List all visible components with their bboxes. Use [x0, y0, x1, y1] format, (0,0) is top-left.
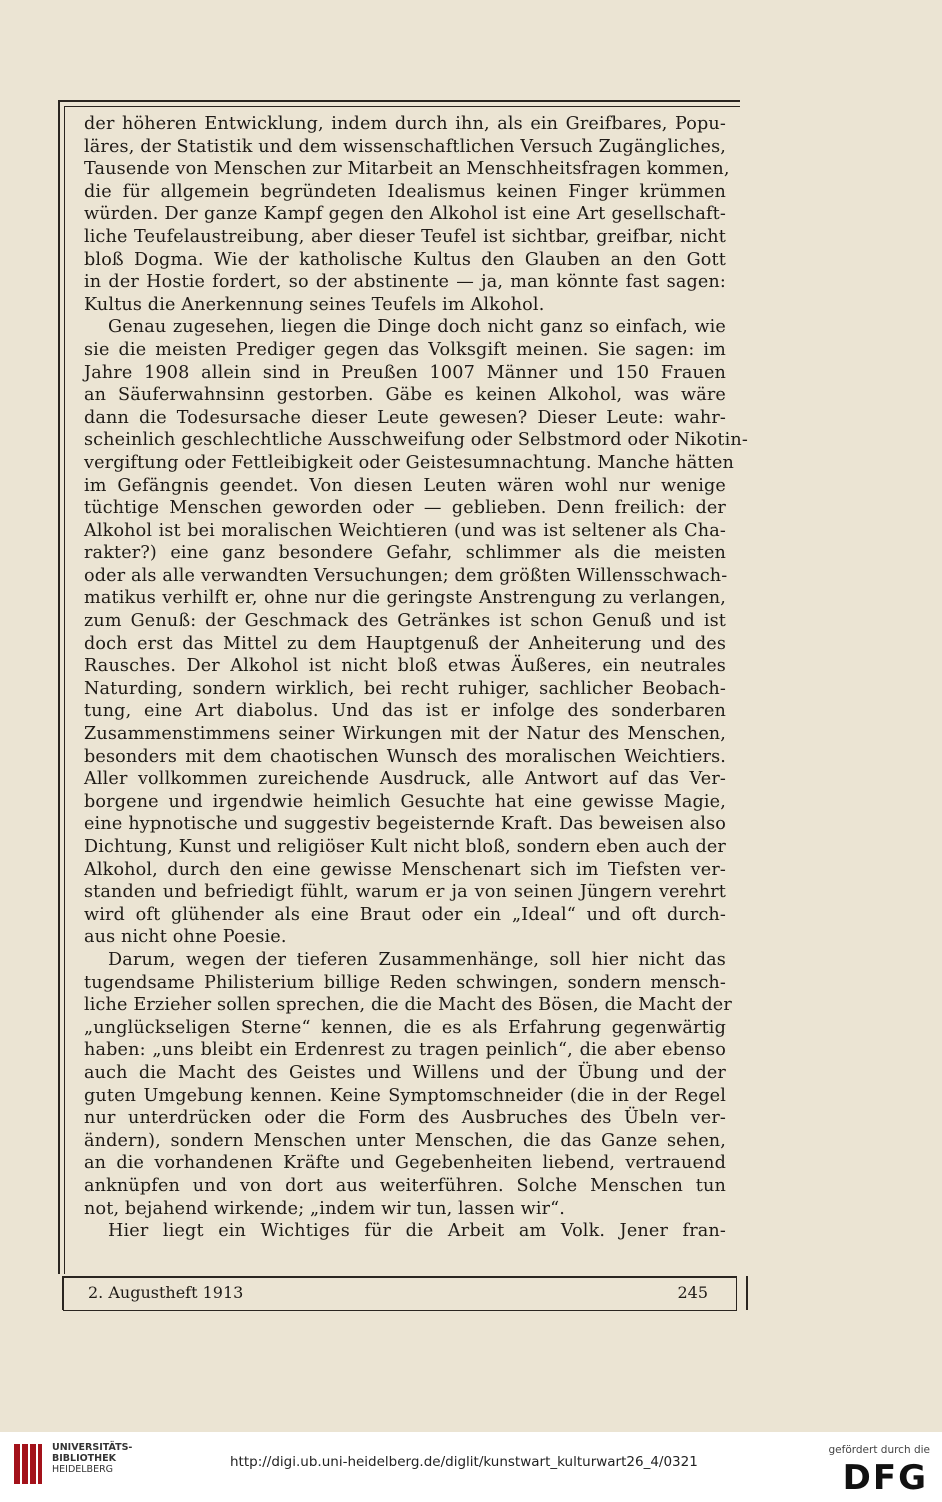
text-line: Rausches. Der Alkohol ist nicht bloß etwas Äußeres, ein neutrales [84, 656, 726, 677]
text-line: würden. Der ganze Kampf gegen den Alkohol ist eine Art gesellschaft- [84, 204, 726, 225]
text-line: Darum, wegen der tieferen Zusammenhänge, soll hier nicht das [108, 949, 726, 970]
text-line: Dichtung, Kunst und religiöser Kult nicht bloß, sondern eben auch der [84, 837, 726, 857]
text-line: Tausende von Menschen zur Mitarbeit an Menschheitsfragen kommen, [84, 159, 730, 180]
text-line: nur unterdrücken oder die Form des Ausbruches des Übeln ver- [84, 1108, 726, 1129]
text-line: Aller vollkommen zureichende Ausdruck, alle Antwort auf das Ver- [84, 769, 726, 790]
text-line: Jahre 1908 allein sind in Preußen 1007 Männer und 150 Frauen [84, 362, 726, 383]
text-line: borgene und irgendwie heimlich Gesuchte hat eine gewisse Magie, [84, 791, 726, 812]
text-line: zum Genuß: der Geschmack des Getränkes ist schon Genuß und ist [84, 611, 726, 632]
text-line: Zusammenstimmens seiner Wirkungen mit der Natur des Menschen, [84, 724, 726, 745]
text-line: im Gefängnis geendet. Von diesen Leuten wären wohl nur wenige [84, 475, 726, 496]
page-footer [63, 1276, 737, 1311]
text-line: in der Hostie fordert, so der abstinente — ja, man könnte fast sagen: [84, 272, 726, 293]
text-line: anknüpfen und von dort aus weiterführen. Solche Menschen tun [84, 1175, 726, 1196]
text-line: liche Teufelaustreibung, aber dieser Teufel ist sichtbar, greifbar, nicht [84, 226, 726, 247]
library-name-line: UNIVERSITÄTS- [52, 1442, 133, 1453]
text-line: besonders mit dem chaotischen Wunsch des moralischen Weichtiers. [84, 746, 726, 767]
text-line: Alkohol, durch den eine gewisse Menschenart sich im Tiefsten ver- [84, 859, 726, 880]
text-line: tung, eine Art diabolus. Und das ist er infolge des sonderbaren [84, 701, 726, 722]
text-line: scheinlich geschlechtliche Ausschweifung oder Selbstmord oder Nikotin- [84, 430, 748, 451]
text-line: oder als alle verwandten Versuchungen; dem größten Willensschwach- [84, 565, 728, 586]
library-name-line: HEIDELBERG [52, 1464, 114, 1475]
text-line: Hier liegt ein Wichtiges für die Arbeit am Volk. Jener fran- [108, 1221, 726, 1242]
library-logo-icon [12, 1442, 44, 1486]
text-line: tüchtige Menschen geworden oder — geblieben. Denn freilich: der [84, 498, 726, 519]
text-line: aus nicht ohne Poesie. [84, 927, 287, 948]
text-line: bloß Dogma. Wie der katholische Kultus den Glauben an den Gott [84, 249, 726, 270]
text-line: tugendsame Philisterium billige Reden schwingen, sondern mensch- [84, 972, 726, 993]
text-line: dann die Todesursache dieser Leute gewesen? Dieser Leute: wahr- [84, 407, 726, 428]
source-url-link[interactable]: http://digi.ub.uni-heidelberg.de/diglit/kunstwart_kulturwart26_4/0321 [230, 1454, 698, 1470]
funder-caption: gefördert durch die [828, 1444, 930, 1456]
text-line: Genau zugesehen, liegen die Dinge doch nicht ganz so einfach, wie [108, 317, 726, 338]
text-line: sie die meisten Prediger gegen das Volksgift meinen. Sie sagen: im [84, 339, 726, 360]
body-text [84, 113, 748, 1243]
text-line: an die vorhandenen Kräfte und Gegebenheiten liebend, vertrauend [84, 1153, 726, 1174]
footer-divider [746, 1276, 748, 1310]
text-line: eine hypnotische und suggestiv begeisternde Kraft. Das beweisen also [84, 814, 726, 835]
text-line: not, bejahend wirkende; „indem wir tun, lassen wir“. [84, 1198, 566, 1219]
page-number: 245 [677, 1283, 708, 1302]
text-line: wird oft glühender als eine Braut oder ein „Ideal“ und oft durch- [84, 904, 726, 925]
text-line: liche Erzieher sollen sprechen, die die Macht des Bösen, die Macht der [84, 995, 732, 1016]
text-line: guten Umgebung kennen. Keine Symptomschneider (die in der Regel [84, 1085, 726, 1106]
footer-divider [62, 1276, 64, 1310]
text-line: Alkohol ist bei moralischen Weichtieren (und was ist seltener als Cha- [84, 520, 726, 541]
text-line: rakter?) eine ganz besondere Gefahr, schlimmer als die meisten [84, 543, 726, 564]
text-line: ändern), sondern Menschen unter Menschen, die das Ganze sehen, [84, 1130, 726, 1151]
text-line: Naturding, sondern wirklich, bei recht ruhiger, sachlicher Beobach- [84, 678, 726, 699]
text-line: „unglückseligen Sterne“ kennen, die es als Erfahrung gegenwärtig [84, 1017, 726, 1038]
library-name [52, 1442, 132, 1475]
issue-label: 2. Augustheft 1913 [88, 1283, 244, 1302]
text-line: Kultus die Anerkennung seines Teufels im Alkohol. [84, 294, 545, 315]
text-line: an Säuferwahnsinn gestorben. Gäbe es keinen Alkohol, was wäre [84, 385, 726, 406]
text-line: die für allgemein begründeten Idealismus keinen Finger krümmen [84, 181, 726, 202]
text-line: standen und befriedigt fühlt, warum er ja von seinen Jüngern verehrt [84, 882, 726, 903]
text-line: haben: „uns bleibt ein Erdenrest zu tragen peinlich“, die aber ebenso [84, 1040, 726, 1061]
text-line: auch die Macht des Geistes und Willens und der Übung und der [84, 1062, 726, 1083]
library-name-line: BIBLIOTHEK [52, 1453, 116, 1464]
text-line: läres, der Statistik und dem wissenschaftlichen Versuch Zugängliches, [84, 136, 726, 157]
digitization-banner [0, 1432, 942, 1502]
text-line: doch erst das Mittel zu dem Hauptgenuß der Anheiterung und des [84, 633, 726, 654]
text-line: der höheren Entwicklung, indem durch ihn, als ein Greifbares, Popu- [84, 114, 726, 134]
dfg-logo: DFG [842, 1458, 928, 1498]
text-line: matikus verhilft er, ohne nur die geringste Anstrengung zu verlangen, [84, 588, 726, 609]
text-line: vergiftung oder Fettleibigkeit oder Geistesumnachtung. Manche hätten [84, 452, 735, 473]
